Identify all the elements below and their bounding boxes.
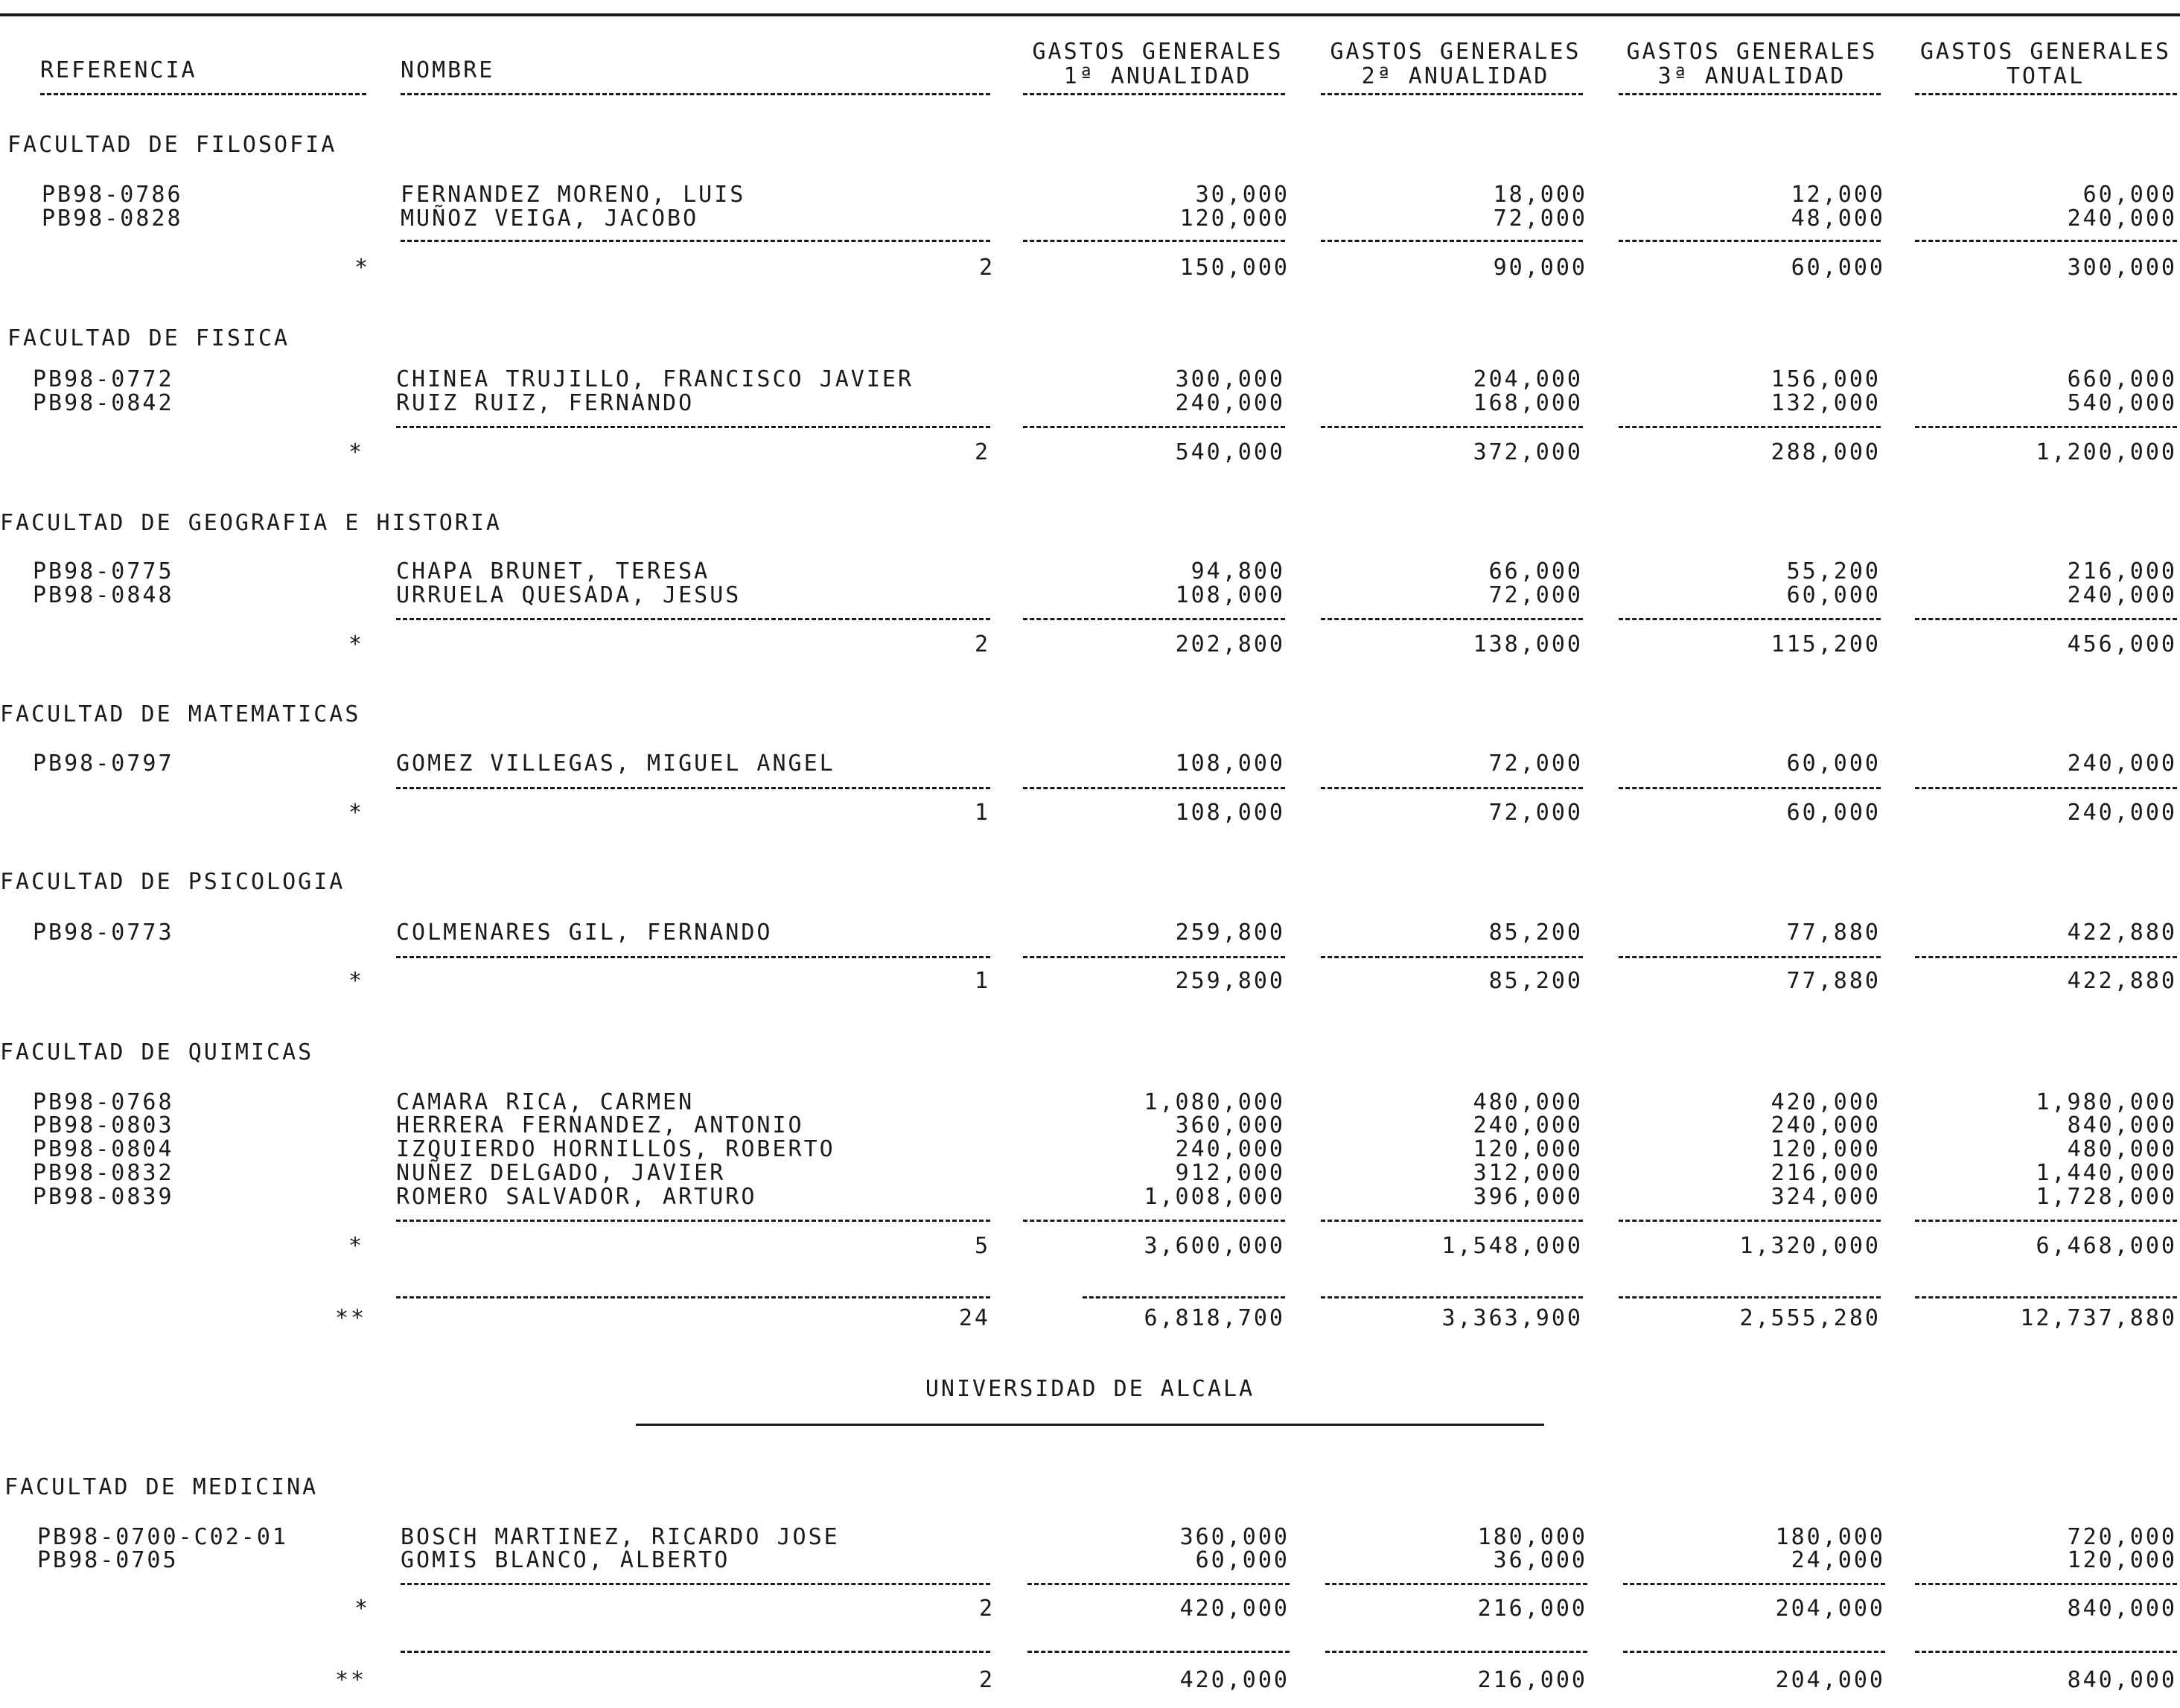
subtotal-rule xyxy=(401,240,990,242)
subtotal-rule xyxy=(1321,1220,1583,1222)
row-name: BOSCH MARTINEZ, RICARDO JOSE xyxy=(401,1524,840,1550)
subtotal-count: 5 xyxy=(974,1233,990,1259)
grand-total-count: 2 xyxy=(978,1667,995,1693)
subtotal-rule xyxy=(1915,618,2177,620)
section-title: FACULTAD DE MEDICINA xyxy=(4,1474,319,1500)
row-a1: 360,000 xyxy=(1175,1112,1285,1138)
row-name: CHAPA BRUNET, TERESA xyxy=(396,558,710,584)
section-title: FACULTAD DE FISICA xyxy=(7,325,290,351)
subtotal-rule xyxy=(401,1583,990,1585)
subtotal-rule xyxy=(1325,1583,1587,1585)
subtotal-a3: 115,200 xyxy=(1771,631,1881,657)
subtotal-rule xyxy=(1915,787,2177,789)
subtotal-rule xyxy=(396,787,990,789)
row-total: 240,000 xyxy=(2067,582,2177,608)
section-title: FACULTAD DE MATEMATICAS xyxy=(0,701,361,727)
row-a3: 240,000 xyxy=(1771,1112,1881,1138)
grand-total-rule xyxy=(1915,1651,2177,1653)
subtotal-a3: 60,000 xyxy=(1791,255,1885,281)
row-ref: PB98-0768 xyxy=(33,1089,174,1115)
grand-total-rule xyxy=(396,1296,990,1298)
row-a3: 60,000 xyxy=(1786,751,1881,777)
row-name: CHINEA TRUJILLO, FRANCISCO JAVIER xyxy=(396,366,914,392)
row-a2: 204,000 xyxy=(1473,366,1583,392)
header-col3-line1: GASTOS GENERALES xyxy=(1626,39,1878,65)
subtotal-rule xyxy=(1619,787,1881,789)
row-a2: 240,000 xyxy=(1473,1112,1583,1138)
grand-total-a3: 2,555,280 xyxy=(1739,1305,1881,1331)
subtotal-total: 6,468,000 xyxy=(2036,1233,2177,1259)
row-ref: PB98-0832 xyxy=(33,1160,174,1186)
row-a1: 259,800 xyxy=(1175,920,1285,946)
subtotal-rule xyxy=(1027,1583,1290,1585)
row-total: 660,000 xyxy=(2067,366,2177,392)
row-a1: 108,000 xyxy=(1175,582,1285,608)
grand-total-a2: 3,363,900 xyxy=(1441,1305,1583,1331)
subtotal-rule xyxy=(1619,1220,1881,1222)
row-a1: 30,000 xyxy=(1195,182,1290,208)
row-a3: 12,000 xyxy=(1791,182,1885,208)
subtotal-rule xyxy=(1321,618,1583,620)
subtotal-a2: 72,000 xyxy=(1488,800,1583,826)
subtotal-mark: * xyxy=(348,968,365,994)
row-a3: 48,000 xyxy=(1791,205,1885,232)
row-a2: 480,000 xyxy=(1473,1089,1583,1115)
grand-total-rule xyxy=(1915,1296,2177,1298)
subtotal-rule xyxy=(1321,426,1583,428)
subtotal-a1: 202,800 xyxy=(1175,631,1285,657)
subtotal-rule xyxy=(1619,618,1881,620)
row-ref: PB98-0797 xyxy=(33,751,174,777)
subtotal-rule xyxy=(1023,787,1285,789)
university-title: UNIVERSIDAD DE ALCALA xyxy=(925,1376,1255,1402)
subtotal-a3: 288,000 xyxy=(1771,439,1881,465)
row-name: GOMIS BLANCO, ALBERTO xyxy=(401,1547,730,1573)
subtotal-a1: 540,000 xyxy=(1175,439,1285,465)
subtotal-rule xyxy=(1023,426,1285,428)
subtotal-mark: * xyxy=(348,800,365,826)
subtotal-count: 1 xyxy=(974,800,990,826)
subtotal-total: 300,000 xyxy=(2067,255,2177,281)
row-a2: 72,000 xyxy=(1488,582,1583,608)
top-rule xyxy=(0,13,2180,16)
subtotal-rule xyxy=(1915,240,2177,242)
row-ref: PB98-0804 xyxy=(33,1136,174,1162)
row-a1: 94,800 xyxy=(1191,558,1285,584)
grand-total-total: 840,000 xyxy=(2067,1667,2177,1693)
row-a1: 1,008,000 xyxy=(1144,1184,1285,1210)
subtotal-rule xyxy=(1321,956,1583,958)
subtotal-rule xyxy=(1023,956,1285,958)
header-col2-line2: 2ª ANUALIDAD xyxy=(1361,63,1550,89)
subtotal-total: 840,000 xyxy=(2067,1596,2177,1622)
row-a3: 324,000 xyxy=(1771,1184,1881,1210)
row-a1: 912,000 xyxy=(1175,1160,1285,1186)
grand-total-rule xyxy=(1027,1651,1290,1653)
subtotal-rule xyxy=(1023,618,1285,620)
subtotal-rule xyxy=(1023,1220,1285,1222)
row-name: IZQUIERDO HORNILLOS, ROBERTO xyxy=(396,1136,835,1162)
row-total: 1,728,000 xyxy=(2036,1184,2177,1210)
subtotal-total: 422,880 xyxy=(2067,968,2177,994)
header-col2-line1: GASTOS GENERALES xyxy=(1330,39,1581,65)
university-underline xyxy=(636,1424,1544,1426)
row-name: RUIZ RUIZ, FERNANDO xyxy=(396,390,695,416)
header-col1-line1: GASTOS GENERALES xyxy=(1032,39,1284,65)
row-a1: 1,080,000 xyxy=(1144,1089,1285,1115)
row-a1: 120,000 xyxy=(1179,205,1290,232)
header-rule xyxy=(1321,93,1583,95)
grand-total-rule xyxy=(401,1651,990,1653)
row-a3: 24,000 xyxy=(1791,1547,1885,1573)
row-total: 60,000 xyxy=(2082,182,2177,208)
row-a2: 36,000 xyxy=(1493,1547,1587,1573)
grand-total-rule xyxy=(1083,1296,1285,1298)
header-col4-line1: GASTOS GENERALES xyxy=(1920,39,2171,65)
subtotal-total: 456,000 xyxy=(2067,631,2177,657)
row-ref: PB98-0773 xyxy=(33,920,174,946)
subtotal-rule xyxy=(1321,787,1583,789)
subtotal-a2: 85,200 xyxy=(1488,968,1583,994)
subtotal-mark: * xyxy=(348,439,365,465)
subtotal-a2: 216,000 xyxy=(1477,1596,1587,1622)
subtotal-mark: * xyxy=(354,1596,371,1622)
section-title: FACULTAD DE GEOGRAFIA E HISTORIA xyxy=(0,510,502,536)
row-a1: 300,000 xyxy=(1175,366,1285,392)
subtotal-rule xyxy=(1915,956,2177,958)
row-total: 216,000 xyxy=(2067,558,2177,584)
row-ref: PB98-0705 xyxy=(37,1547,179,1573)
row-a3: 55,200 xyxy=(1786,558,1881,584)
subtotal-rule xyxy=(396,956,990,958)
row-name: MUÑOZ VEIGA, JACOBO xyxy=(401,205,699,232)
row-a2: 312,000 xyxy=(1473,1160,1583,1186)
row-ref: PB98-0803 xyxy=(33,1112,174,1138)
grand-total-rule xyxy=(1325,1651,1587,1653)
row-a2: 18,000 xyxy=(1493,182,1587,208)
row-total: 120,000 xyxy=(2067,1547,2177,1573)
row-a1: 240,000 xyxy=(1175,1136,1285,1162)
row-total: 240,000 xyxy=(2067,205,2177,232)
row-a2: 168,000 xyxy=(1473,390,1583,416)
row-ref: PB98-0772 xyxy=(33,366,174,392)
subtotal-a3: 1,320,000 xyxy=(1739,1233,1881,1259)
row-ref: PB98-0700-C02-01 xyxy=(37,1524,288,1550)
subtotal-a2: 1,548,000 xyxy=(1441,1233,1583,1259)
row-ref: PB98-0786 xyxy=(42,182,183,208)
subtotal-count: 2 xyxy=(978,1596,995,1622)
row-name: URRUELA QUESADA, JESUS xyxy=(396,582,742,608)
row-total: 840,000 xyxy=(2067,1112,2177,1138)
grand-total-total: 12,737,880 xyxy=(2020,1305,2177,1331)
row-a3: 132,000 xyxy=(1771,390,1881,416)
row-a3: 156,000 xyxy=(1771,366,1881,392)
header-col1-line2: 1ª ANUALIDAD xyxy=(1063,63,1252,89)
subtotal-total: 240,000 xyxy=(2067,800,2177,826)
row-a1: 240,000 xyxy=(1175,390,1285,416)
row-a3: 180,000 xyxy=(1775,1524,1885,1550)
subtotal-rule xyxy=(1619,426,1881,428)
subtotal-rule xyxy=(1623,1583,1885,1585)
header-nombre: NOMBRE xyxy=(401,57,495,83)
subtotal-a1: 259,800 xyxy=(1175,968,1285,994)
row-a2: 72,000 xyxy=(1493,205,1587,232)
grand-total-a2: 216,000 xyxy=(1477,1667,1587,1693)
row-name: GOMEZ VILLEGAS, MIGUEL ANGEL xyxy=(396,751,835,777)
header-col3-line2: 3ª ANUALIDAD xyxy=(1657,63,1846,89)
row-ref: PB98-0842 xyxy=(33,390,174,416)
subtotal-a3: 77,880 xyxy=(1786,968,1881,994)
row-total: 540,000 xyxy=(2067,390,2177,416)
subtotal-mark: * xyxy=(348,631,365,657)
subtotal-rule xyxy=(1023,240,1285,242)
row-name: COLMENARES GIL, FERNANDO xyxy=(396,920,773,946)
row-total: 1,980,000 xyxy=(2036,1089,2177,1115)
header-col4-line2: TOTAL xyxy=(2006,63,2085,89)
grand-total-a3: 204,000 xyxy=(1775,1667,1885,1693)
row-a2: 66,000 xyxy=(1488,558,1583,584)
row-a2: 72,000 xyxy=(1488,751,1583,777)
subtotal-rule xyxy=(1619,956,1881,958)
header-rule xyxy=(1915,93,2177,95)
subtotal-rule xyxy=(396,618,990,620)
row-total: 720,000 xyxy=(2067,1524,2177,1550)
row-total: 1,440,000 xyxy=(2036,1160,2177,1186)
row-name: ROMERO SALVADOR, ARTURO xyxy=(396,1184,757,1210)
row-name: CAMARA RICA, CARMEN xyxy=(396,1089,695,1115)
row-a1: 108,000 xyxy=(1175,751,1285,777)
header-rule xyxy=(1023,93,1285,95)
subtotal-count: 2 xyxy=(974,631,990,657)
subtotal-total: 1,200,000 xyxy=(2036,439,2177,465)
grand-total-a1: 420,000 xyxy=(1179,1667,1290,1693)
section-title: FACULTAD DE QUIMICAS xyxy=(0,1039,314,1065)
row-a2: 396,000 xyxy=(1473,1184,1583,1210)
subtotal-rule xyxy=(1915,1220,2177,1222)
row-name: NUÑEZ DELGADO, JAVIER xyxy=(396,1160,726,1186)
row-a2: 120,000 xyxy=(1473,1136,1583,1162)
grand-total-a1: 6,818,700 xyxy=(1144,1305,1285,1331)
subtotal-a2: 138,000 xyxy=(1473,631,1583,657)
subtotal-count: 2 xyxy=(974,439,990,465)
subtotal-rule xyxy=(1915,426,2177,428)
subtotal-mark: * xyxy=(354,255,371,281)
subtotal-a2: 372,000 xyxy=(1473,439,1583,465)
subtotal-a2: 90,000 xyxy=(1493,255,1587,281)
subtotal-rule xyxy=(396,426,990,428)
row-a1: 60,000 xyxy=(1195,1547,1290,1573)
subtotal-a1: 108,000 xyxy=(1175,800,1285,826)
header-rule xyxy=(1619,93,1881,95)
row-a3: 77,880 xyxy=(1786,920,1881,946)
row-a3: 216,000 xyxy=(1771,1160,1881,1186)
subtotal-rule xyxy=(1321,240,1583,242)
row-ref: PB98-0775 xyxy=(33,558,174,584)
grand-total-rule xyxy=(1619,1296,1881,1298)
subtotal-count: 2 xyxy=(978,255,995,281)
row-name: FERNANDEZ MORENO, LUIS xyxy=(401,182,746,208)
subtotal-mark: * xyxy=(348,1233,365,1259)
row-total: 240,000 xyxy=(2067,751,2177,777)
subtotal-rule xyxy=(396,1220,990,1222)
grand-total-rule xyxy=(1321,1296,1583,1298)
row-total: 422,880 xyxy=(2067,920,2177,946)
row-a3: 60,000 xyxy=(1786,582,1881,608)
section-title: FACULTAD DE PSICOLOGIA xyxy=(0,869,345,895)
subtotal-rule xyxy=(1619,240,1881,242)
row-ref: PB98-0848 xyxy=(33,582,174,608)
header-rule xyxy=(401,93,990,95)
row-ref: PB98-0828 xyxy=(42,205,183,232)
header-rule xyxy=(40,93,366,95)
subtotal-count: 1 xyxy=(974,968,990,994)
grand-total-mark: ** xyxy=(335,1305,367,1331)
row-ref: PB98-0839 xyxy=(33,1184,174,1210)
subtotal-a1: 420,000 xyxy=(1179,1596,1290,1622)
subtotal-a3: 60,000 xyxy=(1786,800,1881,826)
row-a1: 360,000 xyxy=(1179,1524,1290,1550)
subtotal-a3: 204,000 xyxy=(1775,1596,1885,1622)
subtotal-a1: 150,000 xyxy=(1179,255,1290,281)
grand-total-count: 24 xyxy=(958,1305,990,1331)
grand-total-mark: ** xyxy=(335,1667,367,1693)
row-a2: 85,200 xyxy=(1488,920,1583,946)
row-a3: 120,000 xyxy=(1771,1136,1881,1162)
row-a2: 180,000 xyxy=(1477,1524,1587,1550)
row-name: HERRERA FERNANDEZ, ANTONIO xyxy=(396,1112,804,1138)
subtotal-a1: 3,600,000 xyxy=(1144,1233,1285,1259)
header-referencia: REFERENCIA xyxy=(40,57,197,83)
grand-total-rule xyxy=(1623,1651,1885,1653)
section-title: FACULTAD DE FILOSOFIA xyxy=(7,132,337,158)
subtotal-rule xyxy=(1915,1583,2177,1585)
row-total: 480,000 xyxy=(2067,1136,2177,1162)
row-a3: 420,000 xyxy=(1771,1089,1881,1115)
